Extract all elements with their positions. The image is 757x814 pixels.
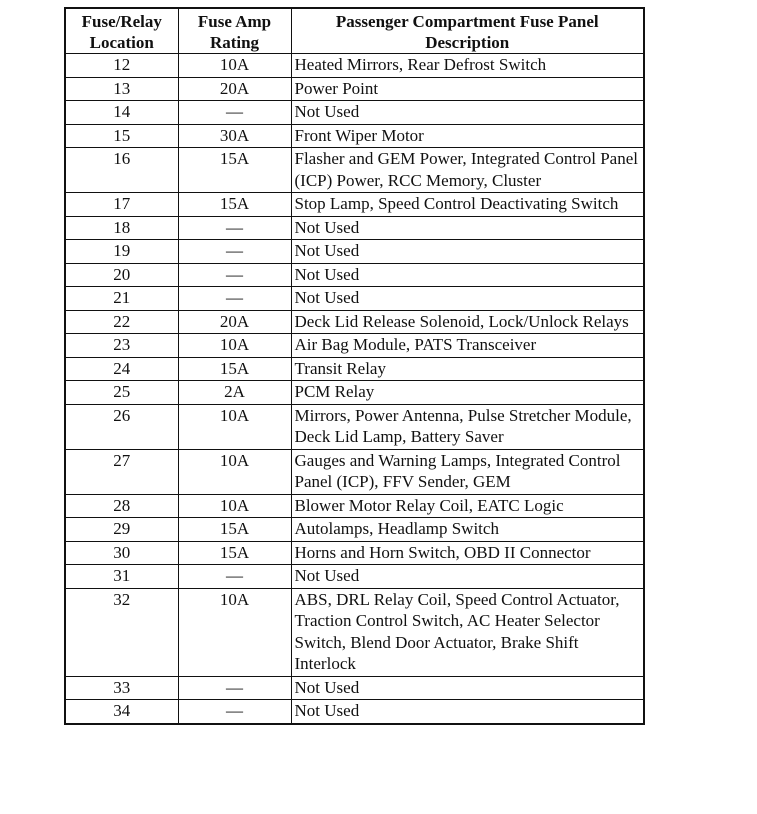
fuse-description-cell: Gauges and Warning Lamps, Integrated Control Panel (ICP), FFV Sender, GEM [291, 449, 644, 494]
fuse-amp-cell: 20A [178, 77, 291, 101]
fuse-description-cell: Not Used [291, 287, 644, 311]
fuse-location-cell: 33 [65, 676, 178, 700]
header-row [65, 8, 644, 54]
fuse-amp-cell: 10A [178, 494, 291, 518]
table-row [65, 588, 644, 676]
fuse-amp-cell: 10A [178, 54, 291, 78]
table-row [65, 54, 644, 78]
table-row [65, 310, 644, 334]
fuse-amp-cell: — [178, 240, 291, 264]
fuse-description-cell: Transit Relay [291, 357, 644, 381]
table-row [65, 541, 644, 565]
fuse-location-cell: 25 [65, 381, 178, 405]
fuse-location-cell: 14 [65, 101, 178, 125]
fuse-location-cell: 12 [65, 54, 178, 78]
fuse-description-cell: Not Used [291, 216, 644, 240]
fuse-amp-cell: 15A [178, 357, 291, 381]
table-row [65, 193, 644, 217]
fuse-location-cell: 31 [65, 565, 178, 589]
fuse-description-cell: Not Used [291, 101, 644, 125]
fuse-location-cell: 29 [65, 518, 178, 542]
fuse-location-cell: 30 [65, 541, 178, 565]
table-row [65, 700, 644, 724]
fuse-location-cell: 26 [65, 404, 178, 449]
fuse-description-cell: Autolamps, Headlamp Switch [291, 518, 644, 542]
fuse-description-cell: Power Point [291, 77, 644, 101]
fuse-location-cell: 20 [65, 263, 178, 287]
fuse-location-cell: 13 [65, 77, 178, 101]
fuse-description-cell: Blower Motor Relay Coil, EATC Logic [291, 494, 644, 518]
fuse-description-cell: Mirrors, Power Antenna, Pulse Stretcher Module, Deck Lid Lamp, Battery Saver [291, 404, 644, 449]
fuse-location-cell: 32 [65, 588, 178, 676]
fuse-amp-cell: 20A [178, 310, 291, 334]
fuse-amp-cell: 15A [178, 541, 291, 565]
table-row [65, 101, 644, 125]
table-row [65, 404, 644, 449]
fuse-amp-cell: 2A [178, 381, 291, 405]
table-row [65, 565, 644, 589]
fuse-description-cell: Not Used [291, 676, 644, 700]
header-description: Passenger Compartment Fuse Panel Description [291, 8, 644, 54]
fuse-location-cell: 27 [65, 449, 178, 494]
table-row [65, 357, 644, 381]
fuse-amp-cell: — [178, 216, 291, 240]
fuse-description-cell: Not Used [291, 565, 644, 589]
table-row [65, 240, 644, 264]
table-row [65, 518, 644, 542]
fuse-amp-cell: 15A [178, 193, 291, 217]
fuse-location-cell: 24 [65, 357, 178, 381]
fuse-description-cell: ABS, DRL Relay Coil, Speed Control Actuator, Traction Control Switch, AC Heater Selector Switch, Blend Door Actuator, Brake Shift Interlock [291, 588, 644, 676]
table-row [65, 124, 644, 148]
fuse-location-cell: 34 [65, 700, 178, 724]
fuse-amp-cell: 15A [178, 148, 291, 193]
table-row [65, 287, 644, 311]
header-amp-rating: Fuse Amp Rating [178, 8, 291, 54]
fuse-location-cell: 15 [65, 124, 178, 148]
fuse-description-cell: Flasher and GEM Power, Integrated Control Panel (ICP) Power, RCC Memory, Cluster [291, 148, 644, 193]
fuse-amp-cell: — [178, 676, 291, 700]
fuse-location-cell: 18 [65, 216, 178, 240]
table-row [65, 216, 644, 240]
table-row [65, 334, 644, 358]
fuse-description-cell: Deck Lid Release Solenoid, Lock/Unlock Relays [291, 310, 644, 334]
fuse-description-cell: Not Used [291, 263, 644, 287]
fuse-location-cell: 17 [65, 193, 178, 217]
fuse-amp-cell: 15A [178, 518, 291, 542]
table-row [65, 449, 644, 494]
table-row [65, 77, 644, 101]
fuse-amp-cell: 10A [178, 404, 291, 449]
fuse-location-cell: 16 [65, 148, 178, 193]
fuse-location-cell: 22 [65, 310, 178, 334]
fuse-amp-cell: — [178, 565, 291, 589]
fuse-amp-cell: 10A [178, 334, 291, 358]
fuse-description-cell: PCM Relay [291, 381, 644, 405]
fuse-amp-cell: — [178, 263, 291, 287]
fuse-amp-cell: — [178, 700, 291, 724]
fuse-description-cell: Not Used [291, 700, 644, 724]
fuse-description-cell: Heated Mirrors, Rear Defrost Switch [291, 54, 644, 78]
fuse-amp-cell: 10A [178, 588, 291, 676]
fuse-location-cell: 21 [65, 287, 178, 311]
fuse-description-cell: Stop Lamp, Speed Control Deactivating Switch [291, 193, 644, 217]
fuse-description-cell: Horns and Horn Switch, OBD II Connector [291, 541, 644, 565]
table-header [65, 8, 644, 54]
table-row [65, 494, 644, 518]
fuse-location-cell: 28 [65, 494, 178, 518]
fuse-description-cell: Air Bag Module, PATS Transceiver [291, 334, 644, 358]
table-body [65, 54, 644, 724]
fuse-panel-table [64, 7, 645, 725]
table-row [65, 148, 644, 193]
fuse-amp-cell: — [178, 287, 291, 311]
fuse-description-cell: Front Wiper Motor [291, 124, 644, 148]
fuse-amp-cell: 10A [178, 449, 291, 494]
fuse-amp-cell: — [178, 101, 291, 125]
fuse-location-cell: 23 [65, 334, 178, 358]
fuse-amp-cell: 30A [178, 124, 291, 148]
table-row [65, 263, 644, 287]
fuse-location-cell: 19 [65, 240, 178, 264]
table-row [65, 381, 644, 405]
header-location: Fuse/Relay Location [65, 8, 178, 54]
table-row [65, 676, 644, 700]
fuse-description-cell: Not Used [291, 240, 644, 264]
